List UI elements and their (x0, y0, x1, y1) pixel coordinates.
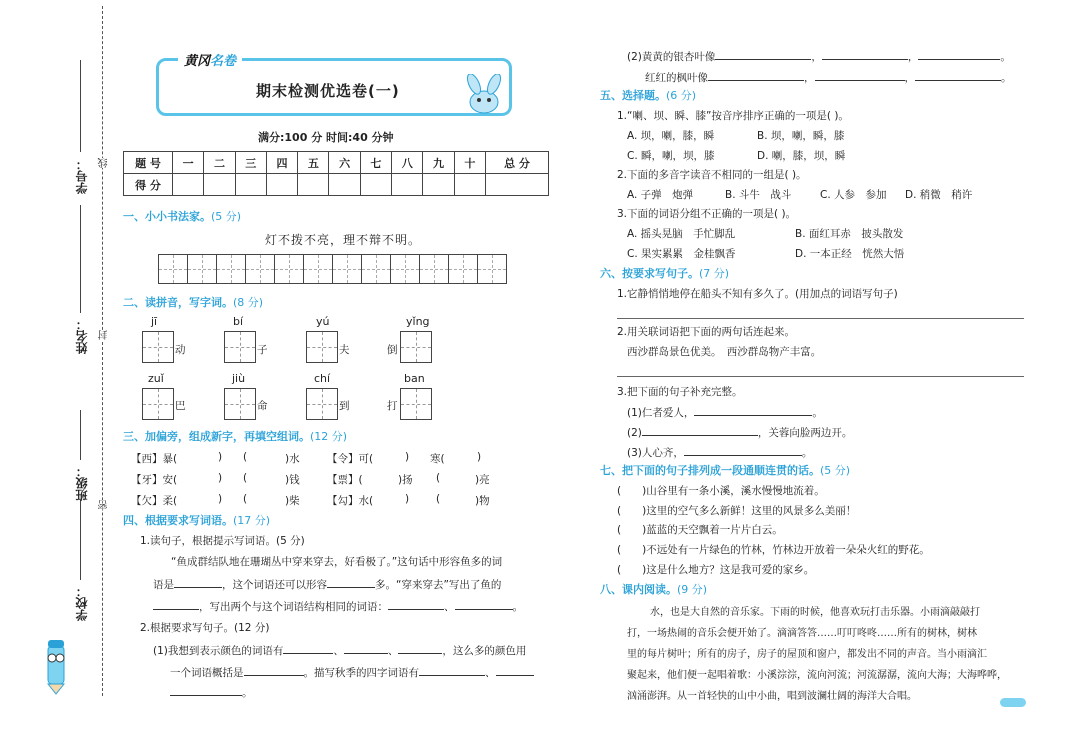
calligraphy-sentence: 灯不拨不亮，理不辩不明。 (265, 233, 422, 247)
q4-1-text: 语是 ，这个词语还可以形容 多。“穿来穿去”写出了鱼的 (153, 576, 501, 592)
answer-blank[interactable] (694, 404, 812, 416)
answer-blank[interactable] (642, 424, 758, 436)
grid-cell[interactable] (274, 254, 304, 284)
grid-cell[interactable] (216, 254, 246, 284)
answer-blank[interactable] (708, 69, 804, 81)
page-title: 期末检测优选卷(一) (256, 82, 400, 100)
answer-blank[interactable] (170, 684, 242, 696)
reading-passage-line: 汹涌澎湃。从一首轻快的山中小曲，唱到波澜壮阔的海洋大合唱。 (627, 691, 917, 702)
char: 命 (257, 400, 268, 412)
section-7-heading: 七、把下面的句子排列成一段通顺连贯的话。(5 分) (600, 464, 851, 477)
score-cell: 八 (392, 152, 423, 174)
char: 到 (339, 400, 350, 412)
grid-cell[interactable] (332, 254, 362, 284)
char: 巴 (175, 400, 186, 412)
score-cell: 十 (454, 152, 485, 174)
option[interactable]: B. 面红耳赤 披头散发 (795, 228, 904, 240)
score-cell: 总 分 (486, 152, 549, 174)
answer-blank[interactable] (915, 69, 1001, 81)
pinyin: zuǐ (148, 372, 164, 385)
school-label: 学校： (75, 585, 89, 621)
score-time-info: 满分:100 分 时间:40 分钟 (258, 131, 394, 144)
order-sentence: ( )这里的空气多么新鲜！这里的风景多么美丽！ (617, 505, 857, 517)
answer-blank[interactable] (822, 48, 908, 60)
score-cell: 三 (235, 152, 266, 174)
tianzige-box[interactable] (400, 331, 432, 363)
order-sentence: ( )不远处有一片绿色的竹林，竹林边开放着一朵朵火红的野花。 (617, 544, 930, 556)
section-2-heading: 二、读拼音，写字词。(8 分) (123, 296, 264, 309)
binding-dashed-line (102, 6, 103, 696)
answer-blank[interactable] (344, 642, 388, 654)
reading-passage-line: 打，一场热闹的音乐会便开始了。滴滴答答……叮叮咚咚……所有的树林，树林 (627, 628, 977, 639)
score-table (123, 151, 549, 196)
page-footer-badge (1000, 698, 1026, 707)
answer-blank[interactable] (398, 642, 442, 654)
grade-label: 班级： (75, 465, 89, 501)
tianzige-box[interactable] (400, 388, 432, 420)
grid-cell[interactable] (245, 254, 275, 284)
question-5-3: 3.下面的词语分组不正确的一项是( )。 (617, 208, 797, 220)
answer-blank[interactable] (715, 48, 811, 60)
score-cell: 题 号 (124, 152, 173, 174)
question-6-3: 3.把下面的句子补充完整。 (617, 386, 743, 398)
option[interactable]: A. 摇头晃脑 手忙脚乱 (627, 228, 736, 240)
feng-mark: 封 (99, 330, 110, 340)
section-5-heading: 五、选择题。(6 分) (600, 89, 697, 102)
char: 夫 (339, 344, 350, 356)
score-cell: 一 (173, 152, 204, 174)
question-6-1: 1.它静悄悄地停在船头不知有多久了。(用加点的词语写句子) (617, 288, 898, 300)
answer-blank[interactable] (327, 576, 375, 588)
answer-blank[interactable] (815, 69, 905, 81)
score-cell: 得 分 (124, 174, 173, 196)
answer-blank[interactable] (283, 642, 333, 654)
section-1-heading: 一、小小书法家。(5 分) (123, 210, 242, 223)
question-4-1: 1.读句子，根据提示写词语。(5 分) (140, 535, 305, 547)
char: 倒 (387, 344, 398, 356)
option[interactable]: D. 喇，膝，坝，瞬 (757, 150, 846, 162)
r-top-line: 红红的枫叶像 ， ， 。 (645, 69, 1012, 85)
order-sentence: ( )这是什么地方？这是我可爱的家乡。 (617, 564, 815, 576)
name-line (80, 205, 81, 313)
answer-blank[interactable] (496, 664, 534, 676)
answer-line[interactable] (617, 318, 1024, 319)
option[interactable]: B. 斗牛 战斗 (725, 189, 792, 201)
answer-blank[interactable] (244, 664, 304, 676)
grid-cell[interactable] (448, 254, 478, 284)
school-line (80, 500, 81, 580)
answer-blank[interactable] (388, 598, 444, 610)
writing-grid[interactable] (158, 254, 506, 284)
answer-blank[interactable] (174, 576, 222, 588)
grid-cell[interactable] (419, 254, 449, 284)
q6-3-item: (1)仁者爱人， 。 (627, 404, 823, 420)
tianzige-box[interactable] (224, 331, 256, 363)
answer-blank[interactable] (153, 598, 199, 610)
section-6-heading: 六、按要求写句子。(7 分) (600, 267, 730, 280)
pencil-mascot-icon (36, 636, 76, 696)
pinyin: bí (233, 315, 244, 328)
r-top-line: (2)黄黄的银杏叶像 ， ， 。 (627, 48, 1011, 64)
pinyin: chí (314, 372, 331, 385)
order-sentence: ( )蓝蓝的天空飘着一片片白云。 (617, 524, 783, 536)
score-cell: 七 (360, 152, 391, 174)
question-5-2: 2.下面的多音字读音不相同的一组是( )。 (617, 169, 807, 181)
rabbit-mascot-icon (460, 74, 510, 116)
grade-line (80, 410, 81, 460)
answer-blank[interactable] (918, 48, 1000, 60)
tianzige-box[interactable] (142, 331, 174, 363)
answer-blank[interactable] (455, 598, 513, 610)
question-6-2: 2.用关联词语把下面的两句话连起来。 (617, 326, 796, 338)
score-cell: 六 (329, 152, 360, 174)
char: 打 (387, 400, 398, 412)
pinyin: ban (404, 372, 425, 385)
tianzige-box[interactable] (142, 388, 174, 420)
score-cell: 五 (298, 152, 329, 174)
score-cell: 九 (423, 152, 454, 174)
number-label: 学号： (75, 158, 89, 194)
score-cell: 二 (204, 152, 235, 174)
grid-cell[interactable] (361, 254, 391, 284)
question-5-1: 1.“喇、坝、瞬、膝”按音序排序正确的一项是( )。 (617, 110, 849, 122)
pinyin: jī (151, 315, 158, 328)
option[interactable]: A. 子弹 炮弹 (627, 189, 694, 201)
q6-3-item: (3)人心齐， 。 (627, 444, 812, 460)
pinyin: jiù (232, 372, 246, 385)
name-label: 姓名： (75, 318, 89, 354)
order-sentence: ( )山谷里有一条小溪，溪水慢慢地流着。 (617, 485, 825, 497)
xian-mark: 线 (99, 158, 110, 168)
q4-1-text: “鱼成群结队地在珊瑚丛中穿来穿去，好看极了。”这句话中形容鱼多的词 (171, 556, 503, 568)
q4-2-text: 一个词语概括是 。描写秋季的四字词语有 、 (170, 664, 534, 680)
question-4-2: 2.根据要求写句子。(12 分) (140, 622, 270, 634)
char: 动 (175, 344, 186, 356)
option[interactable]: D. 稍微 稍许 (905, 189, 973, 201)
option[interactable]: C. 瞬，喇，坝，膝 (627, 150, 715, 162)
score-cell: 四 (266, 152, 297, 174)
q6-3-item: (2) ，关蓉向脸两边开。 (627, 424, 852, 440)
section-8-heading: 八、课内阅读。(9 分) (600, 583, 708, 596)
option[interactable]: A. 坝，喇，膝，瞬 (627, 130, 715, 142)
mi-mark: 密 (99, 500, 110, 510)
option[interactable]: D. 一本正经 恍然大悟 (795, 248, 905, 260)
option[interactable]: C. 人参 参加 (820, 189, 887, 201)
grid-cell[interactable] (303, 254, 333, 284)
section-4-heading: 四、根据要求写词语。(17 分) (123, 514, 271, 527)
tianzige-box[interactable] (306, 331, 338, 363)
pinyin: yǐng (406, 315, 430, 328)
q4-2-text: (1)我想到表示颜色的词语有 、 、 ，这么多的颜色用 (153, 642, 526, 658)
reading-passage-line: 水，也是大自然的音乐家。下雨的时候，他喜欢玩打击乐器。小雨滴敲敲打 (650, 607, 980, 618)
tianzige-box[interactable] (224, 388, 256, 420)
q4-2-text: 。 (170, 684, 253, 700)
grid-cell[interactable] (390, 254, 420, 284)
tianzige-box[interactable] (306, 388, 338, 420)
reading-passage-line: 里的每片树叶；所有的房子，房子的屋顶和窗户，都发出不同的声音。当小雨滴汇 (627, 649, 987, 660)
pinyin: yú (316, 315, 330, 328)
option[interactable]: B. 坝，喇，瞬，膝 (757, 130, 845, 142)
reading-passage-line: 聚起来，他们便一起唱着歌：小溪淙淙，流向河流；河流潺潺，流向大海；大海哗哗， (627, 670, 1007, 681)
section-3-heading: 三、加偏旁，组成新字，再填空组词。(12 分) (123, 430, 348, 443)
answer-blank[interactable] (684, 444, 802, 456)
number-line (80, 60, 81, 152)
grid-cell[interactable] (187, 254, 217, 284)
answer-line[interactable] (617, 376, 1024, 377)
q4-1-text: ，写出两个与这个词语结构相同的词语： 、 。 (153, 598, 523, 614)
grid-cell[interactable] (158, 254, 188, 284)
answer-blank[interactable] (419, 664, 485, 676)
brand-logo: 黄冈名卷 (178, 50, 242, 69)
q6-2-sentences: 西沙群岛景色优美。 西沙群岛物产丰富。 (627, 346, 822, 358)
char: 子 (257, 344, 268, 356)
option[interactable]: C. 果实累累 金桂飘香 (627, 248, 736, 260)
grid-cell[interactable] (477, 254, 507, 284)
